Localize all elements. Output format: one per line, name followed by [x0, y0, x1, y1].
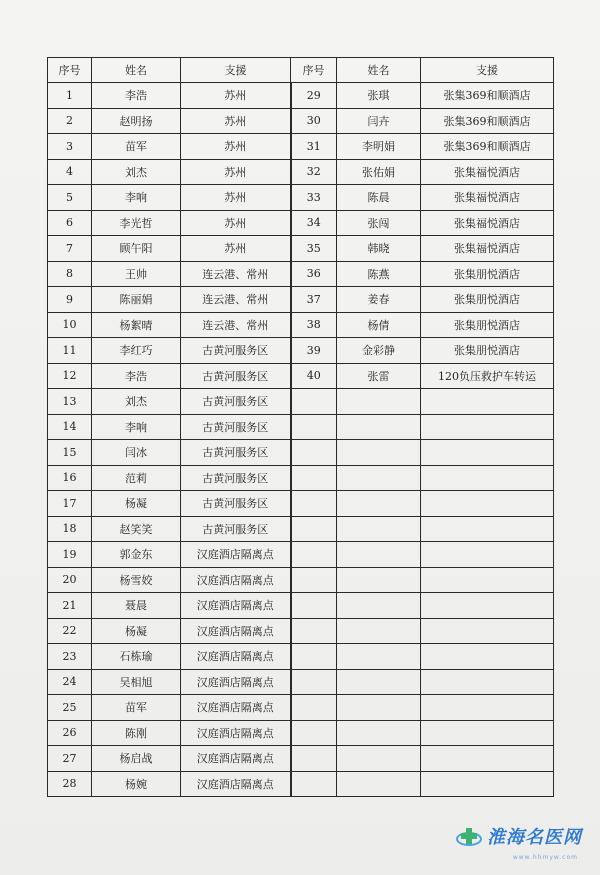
row-name-right	[337, 644, 421, 670]
row-name-right	[337, 567, 421, 593]
row-support-right	[421, 720, 554, 746]
header-support-left: 支援	[181, 58, 291, 83]
row-no-right	[291, 389, 337, 415]
table-row	[48, 618, 554, 644]
table-row	[48, 210, 554, 236]
row-no-right	[291, 746, 337, 772]
row-support-right	[421, 414, 554, 440]
row-support-left: 古黄河服务区	[181, 414, 291, 440]
row-no-left: 19	[48, 542, 92, 568]
row-name-left: 闫冰	[92, 440, 181, 466]
row-no-right	[291, 644, 337, 670]
row-support-right	[421, 440, 554, 466]
row-no-right: 34	[291, 210, 337, 236]
row-name-left: 杨启战	[92, 746, 181, 772]
row-support-right	[421, 567, 554, 593]
table-row	[48, 746, 554, 772]
row-support-right: 张集福悦酒店	[421, 159, 554, 185]
row-no-left: 21	[48, 593, 92, 619]
row-no-left: 24	[48, 669, 92, 695]
header-name-right: 姓名	[337, 58, 421, 83]
table-row	[48, 159, 554, 185]
row-name-right	[337, 491, 421, 517]
row-name-left: 郭金东	[92, 542, 181, 568]
row-support-left: 连云港、常州	[181, 312, 291, 338]
row-support-left: 汉庭酒店隔离点	[181, 720, 291, 746]
row-name-right	[337, 465, 421, 491]
row-support-left: 汉庭酒店隔离点	[181, 644, 291, 670]
row-support-left: 汉庭酒店隔离点	[181, 669, 291, 695]
table-row	[48, 644, 554, 670]
row-name-left: 李浩	[92, 363, 181, 389]
row-support-left: 古黄河服务区	[181, 440, 291, 466]
roster-body	[48, 83, 554, 797]
table-row	[48, 236, 554, 262]
row-name-left: 陈刚	[92, 720, 181, 746]
row-no-left: 18	[48, 516, 92, 542]
row-support-left: 汉庭酒店隔离点	[181, 746, 291, 772]
row-no-right: 39	[291, 338, 337, 364]
row-name-right	[337, 695, 421, 721]
row-support-left: 苏州	[181, 185, 291, 211]
row-no-left: 8	[48, 261, 92, 287]
row-no-right	[291, 771, 337, 797]
row-no-left: 3	[48, 134, 92, 160]
row-name-right	[337, 720, 421, 746]
row-no-left: 7	[48, 236, 92, 262]
row-name-right: 陈燕	[337, 261, 421, 287]
table-row	[48, 695, 554, 721]
row-name-left: 王帅	[92, 261, 181, 287]
row-no-right	[291, 695, 337, 721]
row-no-right: 30	[291, 108, 337, 134]
row-no-right	[291, 516, 337, 542]
row-name-left: 杨婉	[92, 771, 181, 797]
row-name-right: 李明娟	[337, 134, 421, 160]
row-name-right: 张琪	[337, 83, 421, 109]
row-support-left: 古黄河服务区	[181, 516, 291, 542]
table-row	[48, 108, 554, 134]
row-name-left: 杨絮晴	[92, 312, 181, 338]
row-support-right: 张集369和顺酒店	[421, 83, 554, 109]
table-row	[48, 185, 554, 211]
row-no-left: 6	[48, 210, 92, 236]
row-support-right: 张集福悦酒店	[421, 210, 554, 236]
row-support-right: 张集369和顺酒店	[421, 108, 554, 134]
site-watermark	[455, 823, 582, 849]
row-no-left: 20	[48, 567, 92, 593]
header-support-right: 支援	[421, 58, 554, 83]
row-name-left: 李响	[92, 414, 181, 440]
row-support-right: 张集福悦酒店	[421, 185, 554, 211]
header-row	[48, 58, 554, 83]
row-no-left: 12	[48, 363, 92, 389]
row-support-right: 张集朋悦酒店	[421, 261, 554, 287]
row-support-right	[421, 542, 554, 568]
row-support-right: 120负压救护车转运	[421, 363, 554, 389]
row-support-right	[421, 695, 554, 721]
row-no-right	[291, 618, 337, 644]
row-no-right: 29	[291, 83, 337, 109]
row-support-right: 张集朋悦酒店	[421, 287, 554, 313]
row-support-left: 苏州	[181, 236, 291, 262]
row-support-left: 汉庭酒店隔离点	[181, 593, 291, 619]
table-row	[48, 542, 554, 568]
row-support-right	[421, 746, 554, 772]
row-name-right	[337, 389, 421, 415]
table-row	[48, 363, 554, 389]
row-support-right: 张集朋悦酒店	[421, 312, 554, 338]
row-support-right	[421, 644, 554, 670]
row-support-right	[421, 389, 554, 415]
row-name-right: 张佑娟	[337, 159, 421, 185]
row-support-right	[421, 669, 554, 695]
row-name-right: 韩晓	[337, 236, 421, 262]
row-name-right	[337, 618, 421, 644]
row-support-left: 汉庭酒店隔离点	[181, 618, 291, 644]
row-name-left: 苗军	[92, 695, 181, 721]
row-no-right	[291, 542, 337, 568]
row-no-left: 17	[48, 491, 92, 517]
row-no-left: 27	[48, 746, 92, 772]
row-no-right	[291, 567, 337, 593]
row-name-left: 石栋瑜	[92, 644, 181, 670]
row-name-right: 杨倩	[337, 312, 421, 338]
row-name-left: 杨凝	[92, 618, 181, 644]
row-no-left: 26	[48, 720, 92, 746]
table-row	[48, 771, 554, 797]
row-name-right: 金彩静	[337, 338, 421, 364]
row-no-right	[291, 593, 337, 619]
row-support-right: 张集朋悦酒店	[421, 338, 554, 364]
watermark-text: 淮海名医网	[487, 827, 582, 848]
row-no-right: 35	[291, 236, 337, 262]
row-name-left: 聂晨	[92, 593, 181, 619]
row-name-left: 杨凝	[92, 491, 181, 517]
row-name-right	[337, 542, 421, 568]
row-support-left: 古黄河服务区	[181, 363, 291, 389]
table-row	[48, 287, 554, 313]
row-no-right: 38	[291, 312, 337, 338]
row-name-right	[337, 516, 421, 542]
row-no-right: 33	[291, 185, 337, 211]
medical-cross-logo-icon	[455, 825, 483, 847]
table-row	[48, 261, 554, 287]
row-support-left: 汉庭酒店隔离点	[181, 542, 291, 568]
header-no-right: 序号	[291, 58, 337, 83]
row-name-right	[337, 771, 421, 797]
header-name-left: 姓名	[92, 58, 181, 83]
row-no-left: 22	[48, 618, 92, 644]
row-no-left: 5	[48, 185, 92, 211]
row-no-left: 1	[48, 83, 92, 109]
row-support-left: 汉庭酒店隔离点	[181, 771, 291, 797]
row-support-left: 汉庭酒店隔离点	[181, 567, 291, 593]
row-name-right	[337, 414, 421, 440]
table-row	[48, 389, 554, 415]
row-no-right: 40	[291, 363, 337, 389]
row-name-left: 顾午阳	[92, 236, 181, 262]
row-support-right	[421, 593, 554, 619]
row-name-left: 陈丽娟	[92, 287, 181, 313]
row-no-left: 4	[48, 159, 92, 185]
row-support-left: 汉庭酒店隔离点	[181, 695, 291, 721]
table-row	[48, 465, 554, 491]
support-roster-table	[47, 57, 554, 797]
row-support-left: 苏州	[181, 83, 291, 109]
row-name-right: 张闯	[337, 210, 421, 236]
row-no-left: 14	[48, 414, 92, 440]
row-support-left: 连云港、常州	[181, 261, 291, 287]
row-name-left: 刘杰	[92, 159, 181, 185]
table-row	[48, 491, 554, 517]
table-row	[48, 720, 554, 746]
row-name-left: 赵笑笑	[92, 516, 181, 542]
row-name-left: 李光哲	[92, 210, 181, 236]
row-no-right	[291, 440, 337, 466]
row-name-left: 杨雪姣	[92, 567, 181, 593]
row-support-left: 苏州	[181, 134, 291, 160]
row-no-right	[291, 491, 337, 517]
row-support-right	[421, 771, 554, 797]
row-no-left: 2	[48, 108, 92, 134]
row-support-left: 古黄河服务区	[181, 491, 291, 517]
row-name-left: 范莉	[92, 465, 181, 491]
row-support-right	[421, 491, 554, 517]
row-name-right	[337, 440, 421, 466]
row-no-right	[291, 414, 337, 440]
row-name-left: 苗军	[92, 134, 181, 160]
row-no-right: 32	[291, 159, 337, 185]
table-row	[48, 669, 554, 695]
row-name-right	[337, 669, 421, 695]
row-no-right	[291, 669, 337, 695]
row-no-right: 36	[291, 261, 337, 287]
row-support-right	[421, 618, 554, 644]
row-no-left: 15	[48, 440, 92, 466]
row-no-right: 31	[291, 134, 337, 160]
row-no-right	[291, 465, 337, 491]
row-name-right: 姜春	[337, 287, 421, 313]
row-name-left: 赵明扬	[92, 108, 181, 134]
row-no-left: 28	[48, 771, 92, 797]
row-name-left: 刘杰	[92, 389, 181, 415]
row-name-left: 吴相旭	[92, 669, 181, 695]
table-row	[48, 312, 554, 338]
row-name-right	[337, 593, 421, 619]
row-support-left: 古黄河服务区	[181, 465, 291, 491]
table-row	[48, 567, 554, 593]
row-name-left: 李响	[92, 185, 181, 211]
table-row	[48, 414, 554, 440]
table-row	[48, 593, 554, 619]
row-support-left: 古黄河服务区	[181, 389, 291, 415]
watermark-url: www.hhmyw.com	[512, 854, 578, 861]
row-support-left: 苏州	[181, 159, 291, 185]
row-no-left: 23	[48, 644, 92, 670]
row-support-left: 苏州	[181, 108, 291, 134]
row-support-left: 古黄河服务区	[181, 338, 291, 364]
row-support-right: 张集福悦酒店	[421, 236, 554, 262]
row-name-right: 闫卉	[337, 108, 421, 134]
row-no-left: 9	[48, 287, 92, 313]
table-row	[48, 440, 554, 466]
row-no-left: 25	[48, 695, 92, 721]
row-support-right: 张集369和顺酒店	[421, 134, 554, 160]
row-support-right	[421, 516, 554, 542]
table-row	[48, 83, 554, 109]
row-name-right	[337, 746, 421, 772]
row-support-left: 苏州	[181, 210, 291, 236]
row-name-left: 李红巧	[92, 338, 181, 364]
row-support-left: 连云港、常州	[181, 287, 291, 313]
row-no-right: 37	[291, 287, 337, 313]
table-row	[48, 134, 554, 160]
row-no-left: 16	[48, 465, 92, 491]
row-name-right: 张雷	[337, 363, 421, 389]
row-no-right	[291, 720, 337, 746]
table-row	[48, 338, 554, 364]
row-no-left: 11	[48, 338, 92, 364]
row-name-right: 陈晨	[337, 185, 421, 211]
row-name-left: 李浩	[92, 83, 181, 109]
table-row	[48, 516, 554, 542]
row-support-right	[421, 465, 554, 491]
header-no-left: 序号	[48, 58, 92, 83]
row-no-left: 10	[48, 312, 92, 338]
row-no-left: 13	[48, 389, 92, 415]
